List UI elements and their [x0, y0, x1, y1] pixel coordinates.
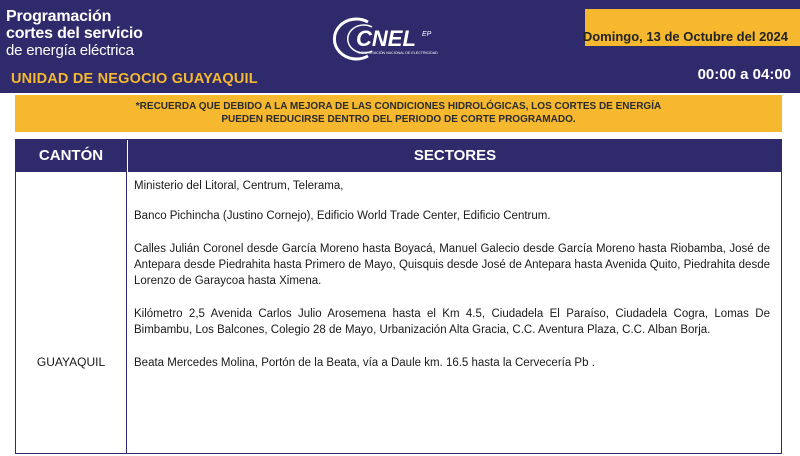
logo-wordmark: CNEL — [356, 26, 416, 51]
outage-table — [15, 139, 782, 454]
column-header-sectores: SECTORES — [127, 140, 782, 172]
cnel-logo — [328, 14, 478, 64]
hydrology-notice — [15, 95, 782, 132]
title-line-2: cortes del servicio — [6, 25, 143, 42]
business-unit-label: UNIDAD DE NEGOCIO GUAYAQUIL — [11, 71, 258, 87]
sector-item: Beata Mercedes Molina, Portón de la Beata, vía a Daule km. 16.5 hasta la Cervecería Pb . — [134, 357, 595, 369]
sector-item: Calles Julián Coronel desde García Moreno hasta Boyacá, Manuel Galecio desde García Moreno hasta Riobamba, José de Antepara desde Piedrahita hasta Primero de Mayo, Quisquis desde José de Antepara hasta Avenida Quito, Piedrahita desde Lorenzo de Garaycoa hasta Ximena. — [134, 243, 770, 287]
sectors-cell — [134, 178, 770, 388]
title-line-1: Programación — [6, 8, 112, 25]
schedule-date: Domingo, 13 de Octubre del 2024 — [582, 29, 788, 44]
canton-name: GUAYAQUIL — [36, 355, 106, 369]
column-divider — [126, 172, 127, 453]
title-line-3: de energía eléctrica — [6, 42, 134, 59]
notice-line-1: *RECUERDA QUE DEBIDO A LA MEJORA DE LAS CONDICIONES HIDROLÓGICAS, LOS CORTES DE ENERGÍA — [135, 101, 662, 112]
date-badge — [582, 9, 800, 46]
sector-item: Kilómetro 2,5 Avenida Carlos Julio Arosemena hasta el Km 4.5, Ciudadela El Paraíso, Ciudadela Cogra, Lomas De Bimbambu, Los Balcones, Colegio 28 de Mayo, Urbanización Alta Gracia, C.C. Aventura Plaza, C.C. Alban Borja. — [134, 308, 770, 336]
notice-line-2: PUEDEN REDUCIRSE DENTRO DEL PERIODO DE CORTE PROGRAMADO. — [221, 114, 576, 125]
table-row — [16, 172, 126, 453]
sector-item: Banco Pichincha (Justino Cornejo), Edificio World Trade Center, Edificio Centrum. — [134, 210, 551, 222]
table-header — [16, 140, 781, 172]
column-header-canton: CANTÓN — [38, 147, 104, 164]
time-range: 00:00 a 04:00 — [697, 66, 791, 83]
logo-subtitle: CORPORACIÓN NACIONAL DE ELECTRICIDAD — [358, 51, 438, 55]
sector-item: Ministerio del Litoral, Centrum, Telerama, — [134, 180, 344, 192]
header-banner — [0, 0, 800, 93]
program-title — [6, 8, 176, 59]
logo-superscript: EP — [422, 31, 432, 38]
